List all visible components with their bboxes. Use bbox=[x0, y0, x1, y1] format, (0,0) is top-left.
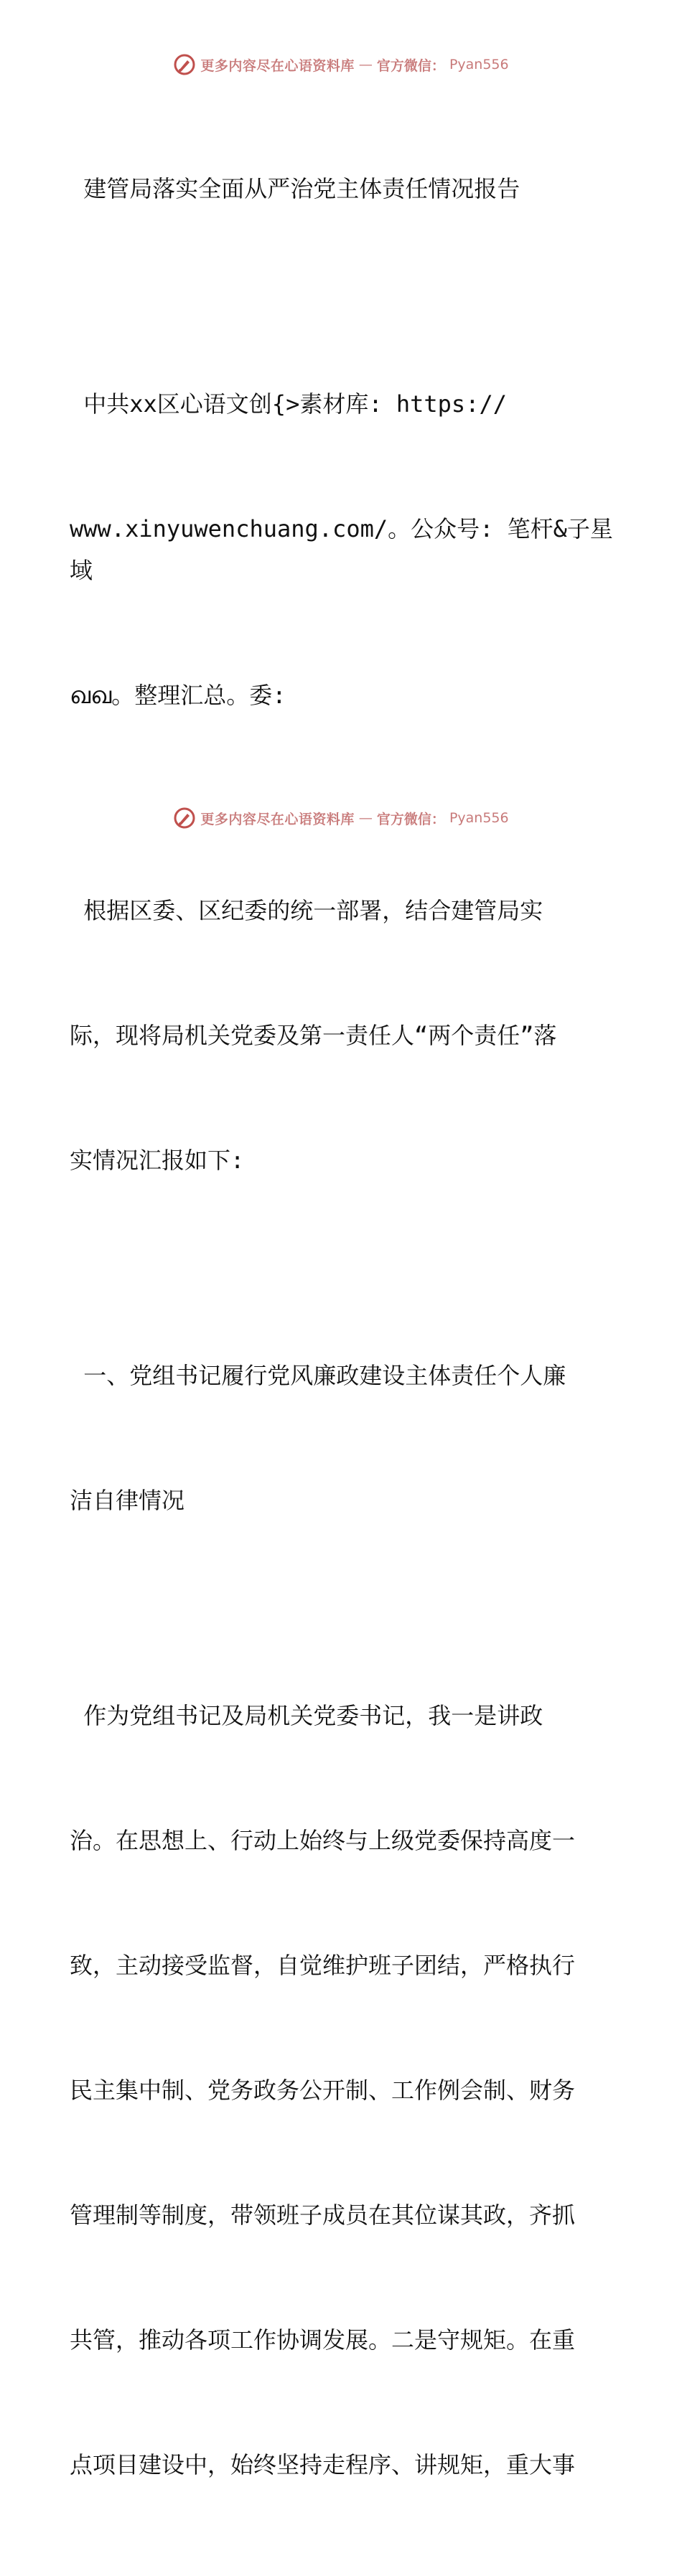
section-line: 一、党组书记履行党风廉政建设主体责任个人廉 bbox=[70, 1362, 566, 1389]
document-body bbox=[70, 85, 615, 2576]
watermark-text: 更多内容尽在心语资料库 bbox=[200, 57, 355, 74]
pen-circle-logo-icon bbox=[173, 53, 196, 76]
body-line: 致，主动接受监督，自觉维护班子团结，严格执行 bbox=[70, 1952, 576, 1979]
document-title bbox=[70, 85, 615, 293]
intro-line: 实情况汇报如下: bbox=[70, 1147, 245, 1174]
body-line: 民主集中制、党务政务公开制、工作例会制、财务 bbox=[70, 2077, 576, 2104]
body-paragraph bbox=[70, 1612, 615, 2569]
body-line: 管理制等制度，带领班子成员在其位谋其政，齐抓 bbox=[70, 2201, 576, 2229]
watermark-top bbox=[0, 50, 682, 79]
watermark-separator: — bbox=[358, 810, 373, 826]
intro-line: 根据区委、区纪委的统一部署，结合建管局实 bbox=[70, 897, 543, 924]
intro-line: 际，现将局机关党委及第一责任人“两个责任”落 bbox=[70, 1022, 557, 1049]
body-line: 点项目建设中，始终坚持走程序、讲规矩，重大事 bbox=[70, 2451, 576, 2478]
title-line: 建管局落实全面从严治党主体责任情况报告 bbox=[70, 175, 520, 202]
watermark-separator: — bbox=[358, 57, 373, 72]
header-line: 中共xx区心语文创{>素材库: https:// bbox=[70, 390, 507, 418]
watermark-id: Pyan556 bbox=[449, 810, 509, 826]
intro-paragraph bbox=[70, 807, 615, 1264]
section-heading bbox=[70, 1271, 615, 1604]
header-paragraph bbox=[70, 300, 615, 799]
watermark-id: Pyan556 bbox=[449, 57, 509, 72]
watermark-official: 官方微信： bbox=[376, 811, 445, 827]
header-line: ഖഖ。整理汇总。委: bbox=[70, 682, 286, 709]
watermark-text: 更多内容尽在心语资料库 bbox=[200, 811, 355, 827]
body-line: 治。在思想上、行动上始终与上级党委保持高度一 bbox=[70, 1827, 576, 1854]
section-line: 洁自律情况 bbox=[70, 1487, 185, 1514]
watermark-bottom bbox=[0, 804, 682, 832]
body-line: 共管，推动各项工作协调发展。二是守规矩。在重 bbox=[70, 2326, 576, 2354]
body-line: 作为党组书记及局机关党委书记，我一是讲政 bbox=[70, 1702, 543, 1729]
watermark-official: 官方微信： bbox=[376, 57, 445, 74]
header-line: www.xinyuwenchuang.com/。公众号: 笔杆&子星域 bbox=[70, 515, 613, 584]
pen-circle-logo-icon bbox=[173, 807, 196, 829]
